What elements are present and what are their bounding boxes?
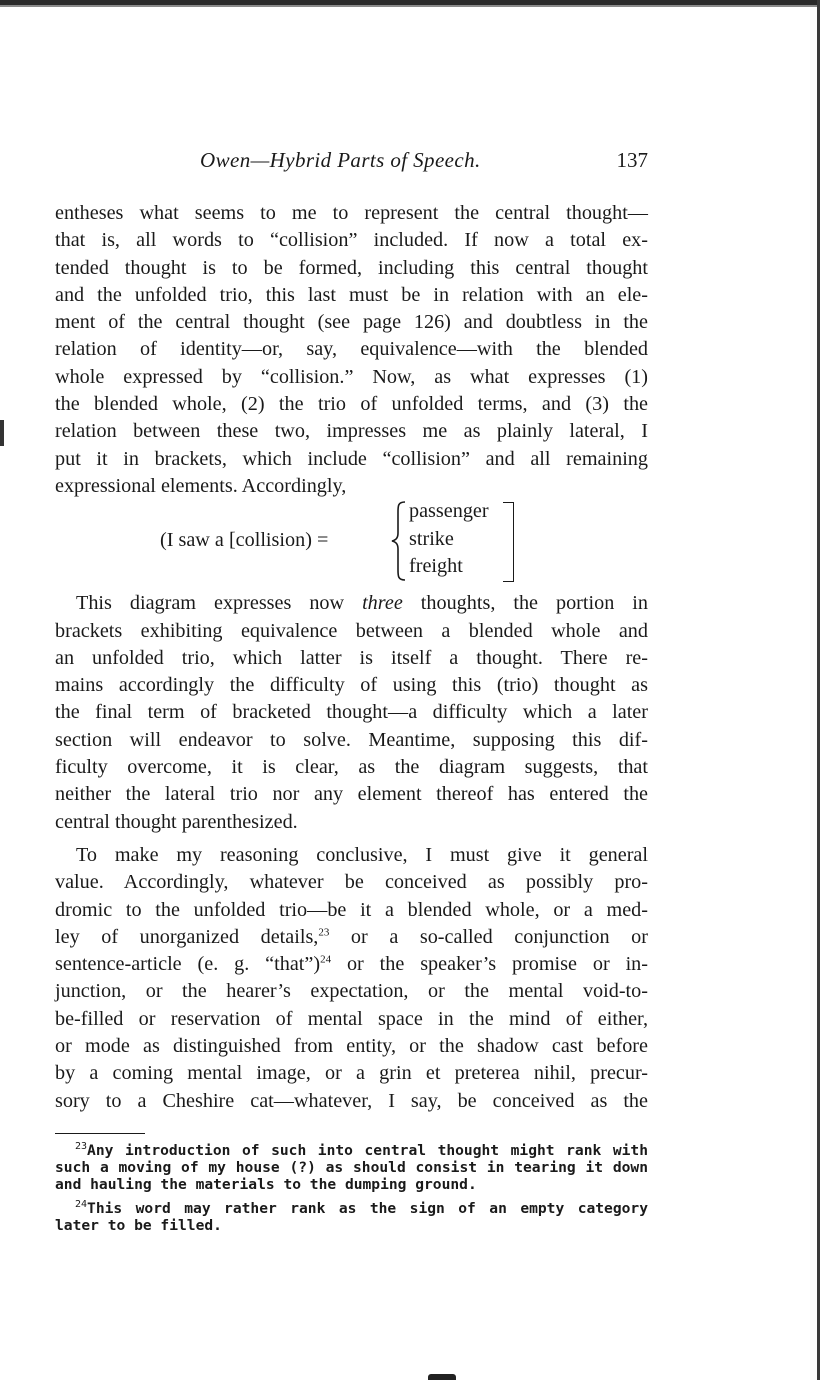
text-run: thoughts, the portion in (402, 592, 648, 615)
text-line: the final term of bracketed thought—a difficulty which a later (55, 701, 648, 724)
text-line: neither the lateral trio nor any element thereof has entered the (55, 783, 648, 806)
text-line (55, 924, 648, 951)
paragraph-2 (55, 590, 648, 836)
book-page (55, 148, 648, 1240)
text-line: junction, or the hearer’s expectation, or the mental void-to- (55, 980, 648, 1003)
text-line: by a coming mental image, or a grin et preterea nihil, precur- (55, 1062, 648, 1085)
text-line: To make my reasoning conclusive, I must give it general (76, 843, 648, 866)
page-top-edge-shadow (0, 5, 820, 7)
body-text (55, 200, 648, 1115)
diagram-trio (409, 498, 489, 580)
paragraph-1 (55, 200, 648, 500)
running-head (55, 148, 648, 182)
text-run: ley of unorganized details, (55, 925, 319, 948)
footnote-text: This word may rather rank as the sign of an empty category later to be filled. (55, 1199, 648, 1234)
text-line: and the unfolded trio, this last must be in relation with an ele- (55, 283, 648, 306)
text-line: the blended whole, (2) the trio of unfolded terms, and (3) the (55, 393, 648, 416)
right-square-bracket (503, 502, 514, 582)
text-line: relation between these two, impresses me as plainly lateral, I (55, 420, 648, 443)
text-line: mains accordingly the difficulty of using this (trio) thought as (55, 674, 648, 697)
text-run: sentence-article (e. g. “that”) (55, 953, 321, 976)
text-line: expressional elements. Accordingly, (55, 474, 347, 497)
text-line: sory to a Cheshire cat—whatever, I say, be conceived as the (55, 1089, 648, 1112)
bracket-diagram (55, 500, 648, 590)
trio-item-strike: strike (409, 527, 454, 550)
text-run: This diagram expresses now (76, 592, 363, 615)
text-line: an unfolded trio, which latter is itself a thought. There re- (55, 646, 648, 669)
footnote-number: 23 (75, 1141, 88, 1153)
text-line: brackets exhibiting equivalence between a blended whole and (55, 619, 648, 642)
footnote-23 (55, 1142, 648, 1194)
scan-bottom-mark (428, 1374, 456, 1380)
trio-item-freight: freight (409, 554, 463, 577)
paragraph-3 (55, 842, 648, 1115)
footnote-ref-24[interactable]: 24 (320, 953, 332, 966)
text-line: value. Accordingly, whatever be conceived as possibly pro- (55, 871, 648, 894)
text-line: tended thought is to be formed, including this central thought (55, 256, 648, 279)
trio-item-passenger: passenger (409, 500, 489, 523)
text-line: that is, all words to “collision” included. If now a total ex- (55, 229, 648, 252)
text-line: dromic to the unfolded trio—be it a blended whole, or a med- (55, 898, 648, 921)
emphasis-three: three (362, 592, 403, 615)
left-curly-brace (391, 500, 407, 582)
text-line: central thought parenthesized. (55, 810, 298, 833)
footnote-24 (55, 1200, 648, 1234)
footnotes (55, 1142, 648, 1234)
text-run: or a so-called conjunction or (329, 925, 648, 948)
footnote-separator (55, 1133, 145, 1134)
text-run: or the speaker’s promise or in- (331, 953, 648, 976)
footnote-number: 24 (75, 1198, 88, 1210)
footnote-ref-23[interactable]: 23 (318, 926, 330, 939)
text-line: ficulty overcome, it is clear, as the diagram suggests, that (55, 756, 648, 779)
text-line: relation of identity—or, say, equivalence—with the blended (55, 338, 648, 361)
text-line (55, 951, 648, 978)
footnote-text: Any introduction of such into central thought might rank with such a moving of my house (?) as should consist in tearing it down and hauling the materials to the dumping ground. (55, 1141, 648, 1194)
text-line: section will endeavor to solve. Meantime, supposing this dif- (55, 728, 648, 751)
text-line: whole expressed by “collision.” Now, as what expresses (1) (55, 365, 648, 388)
text-line: put it in brackets, which include “collision” and all remaining (55, 447, 648, 470)
text-line: or mode as distinguished from entity, or the shadow cast before (55, 1035, 648, 1058)
text-line: be-filled or reservation of mental space in the mind of either, (55, 1007, 648, 1030)
page-number: 137 (616, 148, 648, 172)
running-head-title: Owen—Hybrid Parts of Speech. (200, 148, 481, 172)
text-line: ment of the central thought (see page 126) and doubtless in the (55, 311, 648, 334)
text-line: entheses what seems to me to represent the central thought— (55, 202, 648, 224)
scan-margin-mark (0, 420, 4, 446)
diagram-left-expression: (I saw a [collision) = (160, 529, 329, 552)
text-line (55, 590, 648, 617)
